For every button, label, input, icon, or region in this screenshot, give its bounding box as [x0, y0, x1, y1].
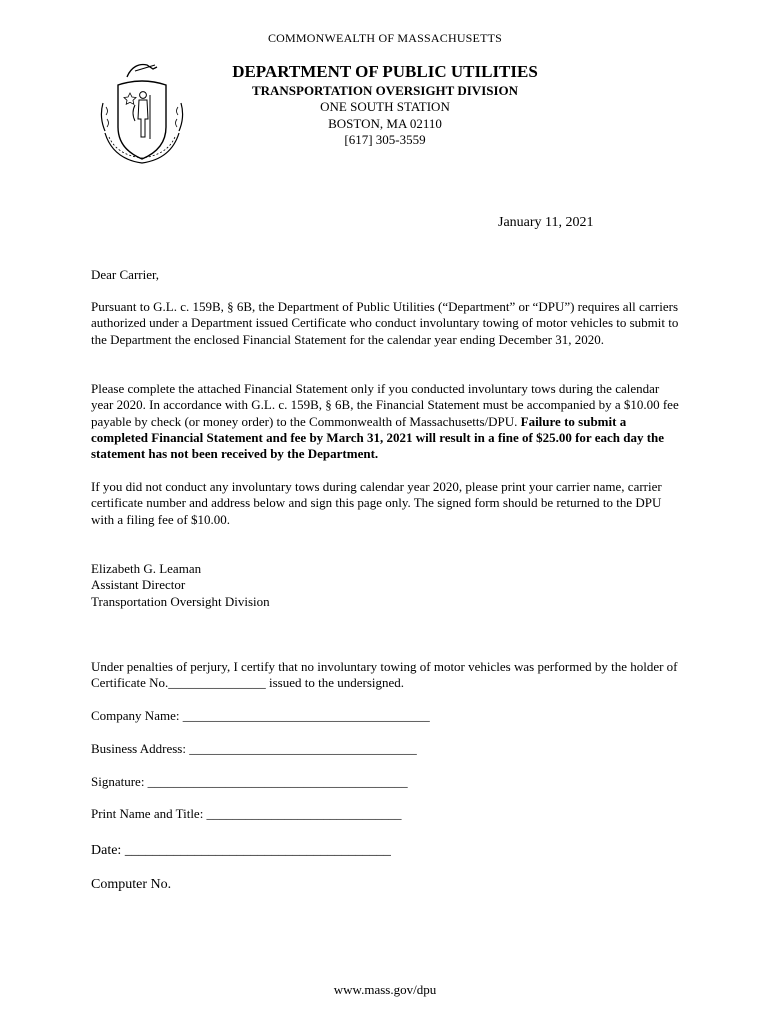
salutation: Dear Carrier,: [91, 267, 160, 282]
department-title: DEPARTMENT OF PUBLIC UTILITIES: [232, 62, 538, 81]
signature-division: Transportation Oversight Division: [91, 594, 270, 609]
paragraph-2-text: Please complete the attached Financial Statement only if you conducted involuntary tows during the calendar year 2020. In accordance with G.L. c. 159B, § 6B, the Financial Statement must be accompanied by a $10.00 fee payable by check (or money order) to the Commonwealth of Massachusetts/DPU.: [91, 381, 679, 429]
computer-number-field[interactable]: Computer No.: [91, 877, 172, 892]
paragraph-3: [91, 479, 681, 528]
signature-field[interactable]: Signature: ________________________________________: [91, 774, 408, 789]
letter-date: January 11, 2021: [498, 215, 594, 230]
division-title: TRANSPORTATION OVERSIGHT DIVISION: [251, 83, 519, 98]
date-field[interactable]: Date: ______________________________________: [91, 843, 391, 858]
print-name-title-field[interactable]: Print Name and Title: ______________________________: [91, 806, 402, 821]
paragraph-2-warning: Failure to submit a completed Financial Statement and fee by March 31, 2021 will result in a fine of $25.00 for each day the statement has not been received by the Department.: [91, 413, 665, 462]
signature-title: Assistant Director: [91, 577, 186, 592]
address-line-1: ONE SOUTH STATION: [320, 99, 450, 114]
commonwealth-heading: COMMONWEALTH OF MASSACHUSETTS: [267, 31, 503, 45]
paragraph-1: [91, 299, 681, 348]
address-line-2: BOSTON, MA 02110: [328, 116, 442, 131]
paragraph-1-text: Pursuant to G.L. c. 159B, § 6B, the Department of Public Utilities (“Department” or “DPU”) requires all carriers authorized under a Department issued Certificate who conduct involuntary towing of motor vehicles to submit to the Department the enclosed Financial Statement for the calendar year ending December 31, 2020.: [91, 299, 679, 347]
signature-name: Elizabeth G. Leaman: [91, 561, 202, 576]
business-address-field[interactable]: Business Address: ___________________________________: [91, 741, 417, 756]
company-name-field[interactable]: Company Name: ______________________________________: [91, 708, 430, 723]
paragraph-3-text: If you did not conduct any involuntary tows during calendar year 2020, please print your carrier name, carrier certificate number and address below and sign this page only. The signed form should be returned to the DPU with a filing fee of $10.00.: [91, 479, 662, 527]
paragraph-2: [91, 381, 681, 462]
phone-number: [617] 305-3559: [344, 132, 426, 147]
certification-statement: Under penalties of perjury, I certify that no involuntary towing of motor vehicles was performed by the holder of Certificate No._______________ issued to the undersigned.: [91, 659, 678, 691]
footer-website: www.mass.gov/dpu: [333, 982, 437, 997]
